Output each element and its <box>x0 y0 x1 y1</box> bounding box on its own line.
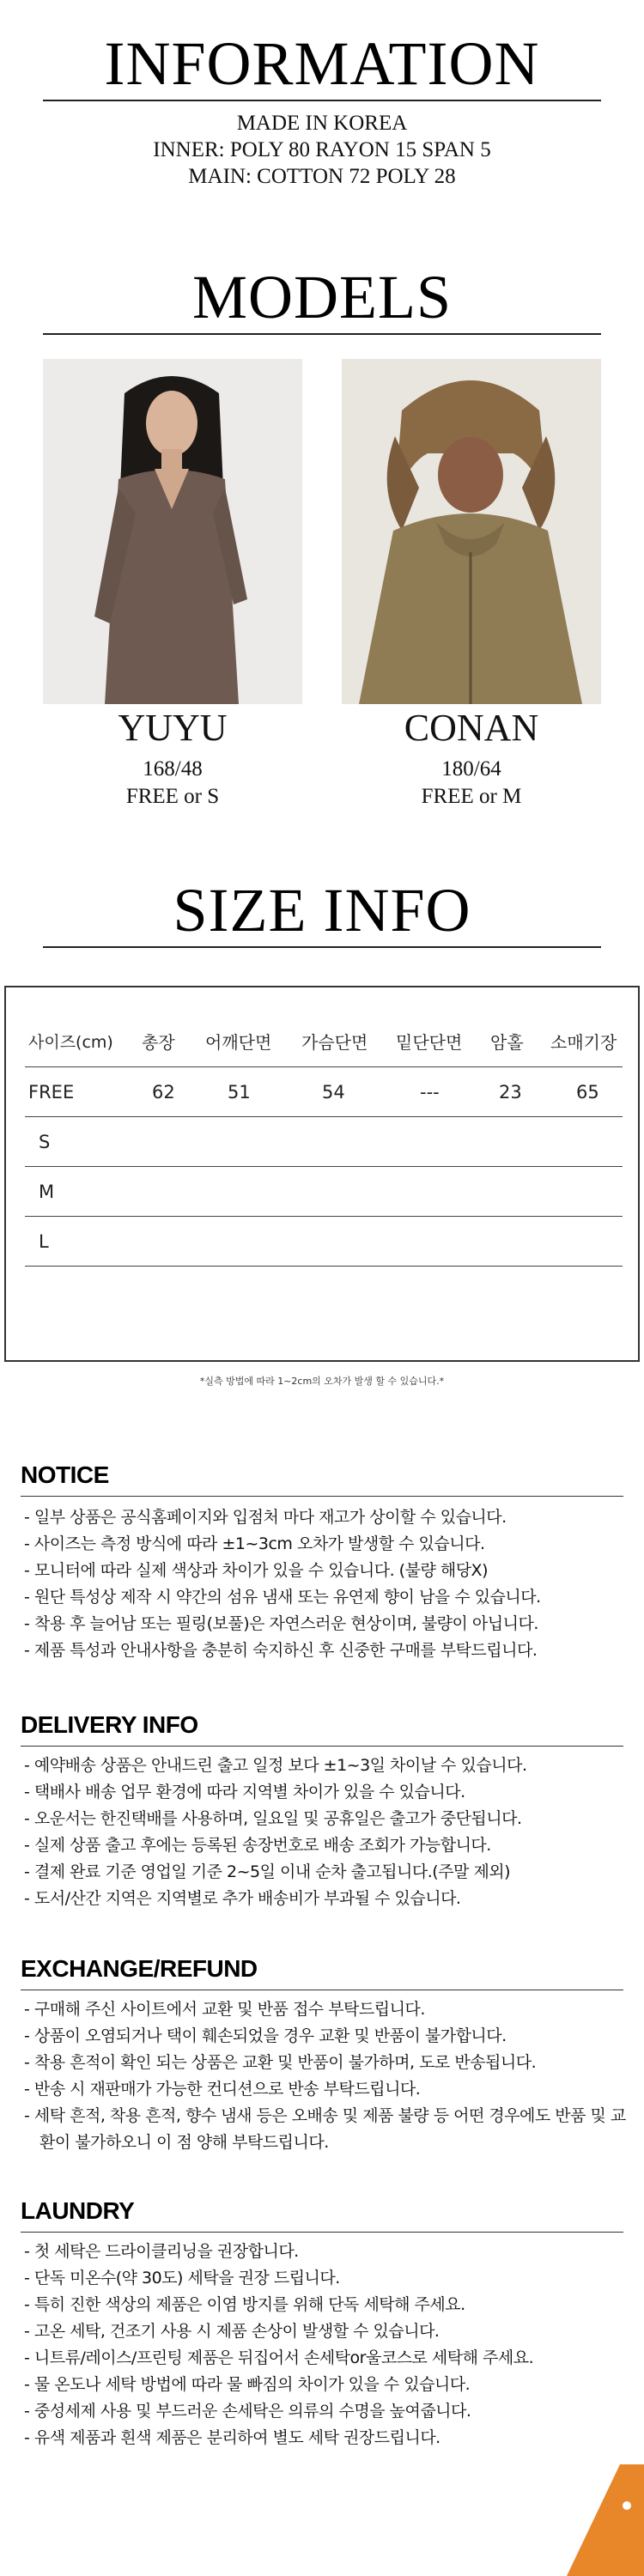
laundry-divider <box>21 2232 623 2233</box>
size-cell: 62 <box>152 1082 175 1103</box>
model-name: CONAN <box>404 707 539 749</box>
list-item: - 도서/산간 지역은 지역별로 추가 배송비가 부과될 수 있습니다. <box>24 1889 461 1908</box>
information-divider <box>43 100 601 101</box>
size-header-cell: 가슴단면 <box>301 1032 368 1053</box>
laundry-title: LAUNDRY <box>21 2197 135 2224</box>
list-item: - 물 온도나 세탁 방법에 따라 물 빠짐의 차이가 있을 수 있습니다. <box>24 2375 471 2394</box>
size-cell: M <box>39 1182 55 1202</box>
list-item: - 실제 상품 출고 후에는 등록된 송장번호로 배송 조회가 가능합니다. <box>24 1836 491 1855</box>
size-cell: L <box>39 1231 49 1252</box>
list-item: - 특히 진한 색상의 제품은 이염 방지를 위해 단독 세탁해 주세요. <box>24 2295 465 2314</box>
list-item: - 착용 후 늘어남 또는 필링(보풀)은 자연스러운 현상이며, 불량이 아닙니다. <box>24 1614 538 1633</box>
list-item: - 결제 완료 기준 영업일 기준 2~5일 이내 순차 출고됩니다.(주말 제외) <box>24 1862 511 1881</box>
size-header-cell: 사이즈(cm) <box>28 1033 113 1052</box>
notice-divider <box>21 1496 623 1497</box>
list-item: - 구매해 주신 사이트에서 교환 및 반품 접수 부탁드립니다. <box>24 2000 425 2019</box>
list-item: - 단독 미온수(약 30도) 세탁을 권장 드립니다. <box>24 2269 340 2287</box>
list-item: - 예약배송 상품은 안내드린 출고 일정 보다 ±1~3일 차이날 수 있습니다. <box>24 1756 527 1775</box>
size-table-row <box>25 1117 623 1167</box>
list-item: - 상품이 오염되거나 택이 훼손되었을 경우 교환 및 반품이 불가합니다. <box>24 2026 507 2045</box>
exchange-title: EXCHANGE/REFUND <box>21 1955 258 1982</box>
size-cell: --- <box>420 1082 440 1103</box>
list-item: - 오운서는 한진택배를 사용하며, 일요일 및 공휴일은 출고가 중단됩니다. <box>24 1809 522 1828</box>
notice-list <box>24 1504 629 1664</box>
information-line: MADE IN KOREA <box>236 112 408 135</box>
exchange-list <box>24 1996 629 2156</box>
model-photo-conan <box>342 359 601 704</box>
list-item: - 고온 세탁, 건조기 사용 시 제품 손상이 발생할 수 있습니다. <box>24 2322 440 2341</box>
list-item: - 유색 제품과 흰색 제품은 분리하여 별도 세탁 권장드립니다. <box>24 2428 440 2447</box>
model-fit-size: FREE or S <box>125 785 220 808</box>
delivery-list <box>24 1753 629 1912</box>
information-title: INFORMATION <box>104 29 540 98</box>
list-item: - 택배사 배송 업무 환경에 따라 지역별 차이가 있을 수 있습니다. <box>24 1783 465 1801</box>
list-item: - 일부 상품은 공식홈페이지와 입점처 마다 재고가 상이할 수 있습니다. <box>24 1508 507 1527</box>
size-table-row <box>25 1217 623 1267</box>
list-item: - 반송 시 재판매가 가능한 컨디션으로 반송 부탁드립니다. <box>24 2080 421 2099</box>
size-header-cell: 밑단단면 <box>396 1032 463 1053</box>
size-table-header <box>25 1018 623 1067</box>
size-table-rule <box>25 1266 623 1267</box>
models-divider <box>43 333 601 335</box>
list-item: - 착용 흔적이 확인 되는 상품은 교환 및 반품이 불가하며, 도로 반송됩니다. <box>24 2053 537 2072</box>
information-line: MAIN: COTTON 72 POLY 28 <box>188 165 456 188</box>
information-line: INNER: POLY 80 RAYON 15 SPAN 5 <box>153 138 491 161</box>
brand-tag-icon <box>567 2464 644 2576</box>
size-info-divider <box>43 946 601 948</box>
list-item: - 니트류/레이스/프린팅 제품은 뒤집어서 손세탁or울코스로 세탁해 주세요. <box>24 2348 534 2367</box>
size-cell: 65 <box>576 1082 599 1103</box>
models-title: MODELS <box>191 263 452 331</box>
size-cell: 51 <box>228 1082 251 1103</box>
laundry-list <box>24 2239 629 2451</box>
information-lines <box>0 110 644 190</box>
size-cell: 54 <box>322 1082 345 1103</box>
size-table <box>4 986 640 1362</box>
size-cell: FREE <box>28 1082 75 1103</box>
list-item: - 제품 특성과 안내사항을 충분히 숙지하신 후 신중한 구매를 부탁드립니다. <box>24 1641 538 1660</box>
size-header-cell: 소매기장 <box>550 1032 617 1053</box>
size-footnote: *실측 방법에 따라 1~2cm의 오차가 발생 할 수 있습니다.* <box>199 1376 445 1387</box>
model-photo-yuyu <box>43 359 302 704</box>
list-item: - 모니터에 따라 실제 색상과 차이가 있을 수 있습니다. (불량 해당X) <box>24 1561 488 1580</box>
list-item: - 중성세제 사용 및 부드러운 손세탁은 의류의 수명을 높여줍니다. <box>24 2402 471 2421</box>
model-fit-size: FREE or M <box>421 785 522 808</box>
size-table-row <box>25 1067 623 1117</box>
notice-title: NOTICE <box>21 1461 109 1488</box>
delivery-title: DELIVERY INFO <box>21 1711 198 1738</box>
delivery-divider <box>21 1746 623 1747</box>
size-table-row <box>25 1167 623 1217</box>
model-name: YUYU <box>118 707 228 749</box>
size-header-cell: 어깨단면 <box>205 1032 272 1053</box>
size-cell: S <box>39 1132 51 1152</box>
list-item: - 세탁 흔적, 착용 흔적, 향수 냄새 등은 오배송 및 제품 불량 등 어떤 경우에도 반품 및 교환이 불가하오니 이 점 양해 부탁드립니다. <box>24 2106 626 2152</box>
list-item: - 첫 세탁은 드라이클리닝을 권장합니다. <box>24 2242 299 2261</box>
model-measurements: 168/48 <box>143 757 203 781</box>
size-header-cell: 총장 <box>142 1032 175 1053</box>
size-cell: 23 <box>499 1082 522 1103</box>
size-info-title: SIZE INFO <box>173 876 471 945</box>
list-item: - 원단 특성상 제작 시 약간의 섬유 냄새 또는 유연제 향이 남을 수 있습니다. <box>24 1588 541 1607</box>
model-measurements: 180/64 <box>441 757 501 781</box>
list-item: - 사이즈는 측정 방식에 따라 ±1~3cm 오차가 발생할 수 있습니다. <box>24 1534 485 1553</box>
size-header-cell: 암홀 <box>490 1032 524 1053</box>
